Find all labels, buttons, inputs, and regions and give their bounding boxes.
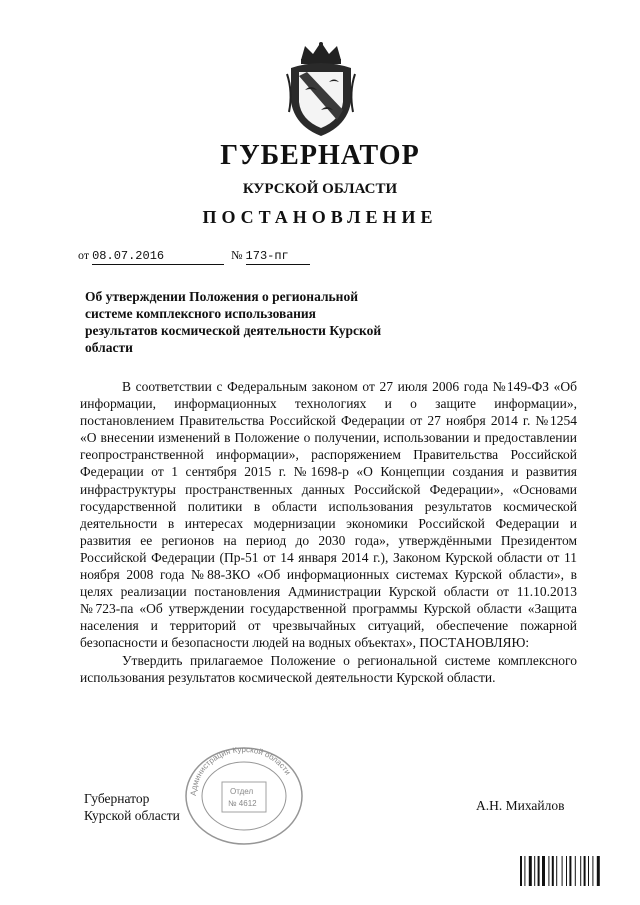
- official-stamp: [176, 742, 312, 846]
- stamp-inner-text: Отдел: [230, 787, 254, 796]
- signature-position-line: Курской области: [84, 808, 180, 823]
- barcode-bar: [534, 856, 535, 886]
- barcode-bar: [575, 856, 576, 886]
- barcode-bar: [552, 856, 554, 886]
- body-paragraph: В соответствии с Федеральным законом от 27 июля 2006 года №149-ФЗ «Об информации, информационных технологиях и о защите информации», постановлением Правительства Российской Федерации от 27 ноября 2014 г. №1254 «О внесении изменений в Положение о получении, использовании и предоставлении геопространственной информации», распоряжением Правительства Российской Федерации от 1 сентября 2015 г. №1698-р «О Концепции создания и развития инфраструктуры пространственных данных Российской Федерации», «Основами государственной политики в области использования результатов космической деятельности в интересах модернизации экономики Российской Федерации и развития ее регионов на период до 2030 года», утверждёнными Президентом Российской Федерации (Пр-51 от 14 января 2014 г.), Законом Курской области от 11 ноября 2008 года №88-ЗКО «Об информационных системах Курской области», в целях реализации постановления Администрации Курской области от 11.10.2013 №723-па «Об утверждении государственной программы Курской области «Защита населения и территорий от чрезвычайных ситуаций, обеспечение пожарной безопасности и безопасности людей на водных объектах», ПОСТАНОВЛЯЮ:: [80, 379, 577, 651]
- barcode: [520, 856, 616, 886]
- barcode-bar: [566, 856, 567, 886]
- barcode-bar: [538, 856, 540, 886]
- document-body: [80, 378, 577, 686]
- barcode-bar: [529, 856, 532, 886]
- document-subtitle: КУРСКОЙ ОБЛАСТИ: [242, 181, 398, 197]
- document-title: ГУБЕРНАТОР: [220, 140, 420, 171]
- date-prefix: от: [78, 248, 90, 262]
- barcode-bar: [548, 856, 549, 886]
- signature-position: [84, 790, 180, 824]
- body-paragraph: Утвердить прилагаемое Положение о региональной системе комплексного использования результатов космической деятельности Курской области.: [80, 652, 577, 685]
- signature-name: А.Н. Михайлов: [476, 798, 565, 813]
- stamp-inner-text: № 4612: [228, 799, 257, 808]
- barcode-bar: [592, 856, 593, 886]
- stamp-ring-text: Администрация Курской области: [188, 744, 293, 797]
- barcode-bar: [584, 856, 586, 886]
- barcode-bar: [520, 856, 522, 886]
- barcode-bar: [580, 856, 581, 886]
- barcode-bar: [588, 856, 589, 886]
- document-heading: Об утверждении Положения о региональной системе комплексного использования результатов космической деятельности Курской области: [85, 289, 382, 355]
- barcode-bar: [542, 856, 545, 886]
- number-prefix: №: [231, 248, 243, 262]
- barcode-bar: [562, 856, 563, 886]
- document-date: 08.07.2016: [92, 249, 165, 263]
- barcode-bar: [597, 856, 600, 886]
- coat-of-arms-icon: [285, 40, 357, 138]
- signature-position-line: Губернатор: [84, 791, 150, 806]
- barcode-bar: [556, 856, 557, 886]
- barcode-bar: [569, 856, 571, 886]
- document-meta: [78, 247, 310, 265]
- document-number: 173-пг: [245, 249, 289, 263]
- document-type: ПОСТАНОВЛЕНИЕ: [202, 207, 438, 227]
- barcode-bar: [524, 856, 525, 886]
